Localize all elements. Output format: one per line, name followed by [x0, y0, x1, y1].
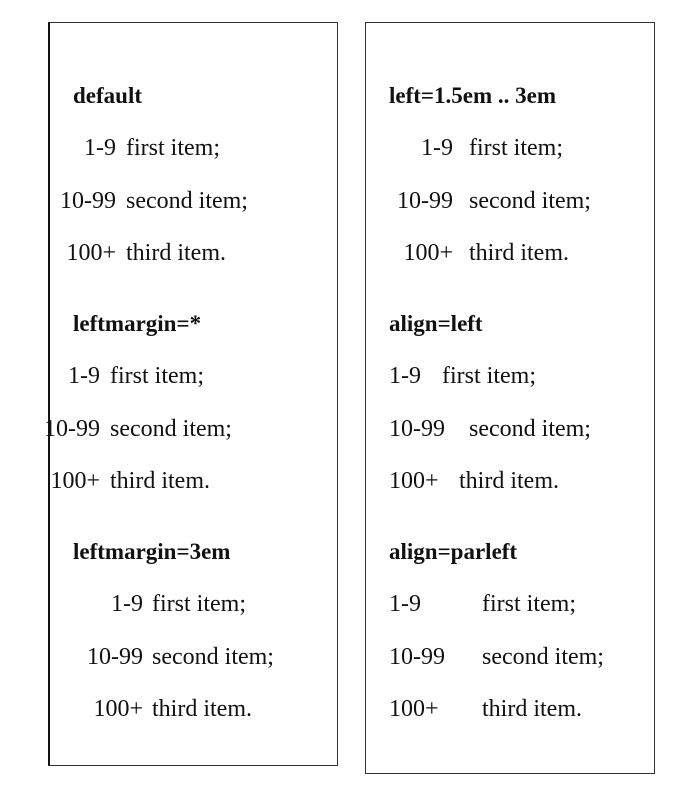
item-text: second item;	[126, 188, 248, 214]
item-text: third item.	[459, 468, 559, 494]
section-heading: align=left	[389, 311, 483, 336]
item-label: 100+	[50, 468, 100, 494]
item-text: second item;	[469, 188, 591, 214]
item-text: second item;	[110, 416, 232, 442]
item-text: first item;	[110, 363, 204, 389]
left-panel-frame	[48, 22, 338, 766]
item-label: 1-9	[389, 591, 421, 617]
section-heading: default	[73, 83, 142, 108]
item-label: 100+	[66, 240, 116, 266]
item-text: third item.	[152, 696, 252, 722]
section-heading: leftmargin=3em	[73, 539, 231, 564]
item-text: first item;	[482, 591, 576, 617]
item-text: third item.	[469, 240, 569, 266]
item-label: 100+	[93, 696, 143, 722]
section-heading: align=parleft	[389, 539, 518, 564]
item-label: 10-99	[397, 188, 453, 214]
item-text: first item;	[152, 591, 246, 617]
item-text: second item;	[482, 644, 604, 670]
item-label: 1-9	[84, 135, 116, 161]
item-label: 10-99	[87, 644, 143, 670]
section-heading: left=1.5em .. 3em	[389, 83, 557, 108]
item-text: first item;	[126, 135, 220, 161]
item-label: 1-9	[421, 135, 453, 161]
item-text: first item;	[469, 135, 563, 161]
item-label: 100+	[403, 240, 453, 266]
item-text: second item;	[152, 644, 274, 670]
item-label: 100+	[389, 468, 439, 494]
item-text: third item.	[126, 240, 226, 266]
item-label: 1-9	[68, 363, 100, 389]
item-label: 100+	[389, 696, 439, 722]
item-label: 1-9	[111, 591, 143, 617]
item-label: 10-99	[389, 644, 445, 670]
item-label: 10-99	[44, 416, 100, 442]
item-text: second item;	[469, 416, 591, 442]
item-label: 10-99	[60, 188, 116, 214]
item-text: third item.	[482, 696, 582, 722]
item-text: third item.	[110, 468, 210, 494]
section-heading: leftmargin=*	[73, 311, 202, 336]
item-label: 10-99	[389, 416, 445, 442]
item-label: 1-9	[389, 363, 421, 389]
item-text: first item;	[442, 363, 536, 389]
